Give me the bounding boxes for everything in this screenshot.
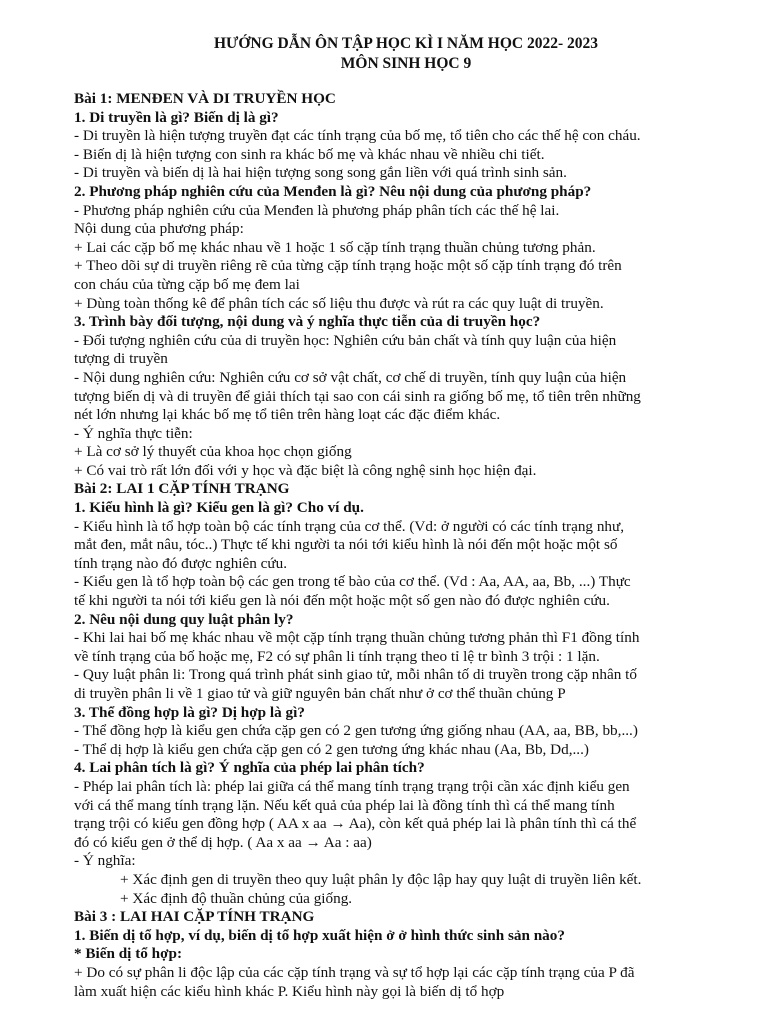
text-line: + Có vai trò rất lớn đối với y học và đặc biệt là công nghệ sinh học hiện đại. (74, 461, 537, 479)
text-line: + Xác định gen di truyền theo quy luật phân ly độc lập hay quy luật di truyền liên kết. (120, 870, 642, 888)
text-line: - Biến dị là hiện tượng con sinh ra khác bố mẹ và khác nhau về nhiều chi tiết. (74, 145, 545, 163)
text-line: tính trạng nào đó được nghiên cứu. (74, 554, 288, 572)
text-line: - Khi lai hai bố mẹ khác nhau về một cặp tính trạng thuần chủng tương phản thì F1 đồng tính (74, 629, 640, 647)
section-heading: 2. Nêu nội dung quy luật phân ly? (74, 610, 294, 628)
text-line: trạng trội có kiểu gen đồng hợp ( AA x aa → Aa), còn kết quả phép lai là phân tính thì cá thể (74, 815, 637, 833)
text-line: - Thể đồng hợp là kiểu gen chứa cặp gen có 2 gen tương ứng giống nhau (AA, aa, BB, bb,...) (74, 722, 638, 740)
text-line: - Phương pháp nghiên cứu của Menđen là phương pháp phân tích các thế hệ lai. (74, 201, 560, 219)
section-heading: 1. Di truyền là gì? Biến dị là gì? (74, 108, 279, 126)
section-heading: * Biến dị tổ hợp: (74, 945, 182, 963)
section-heading: 3. Thể đồng hợp là gì? Dị hợp là gì? (74, 703, 305, 721)
text-line: - Đối tượng nghiên cứu của di truyền học: Nghiên cứu bản chất và tính quy luận của hiện (74, 331, 617, 349)
text-line: di truyền phân li về 1 giao tử và giữ nguyên bản chất như ở cơ thể thuần chủng P (74, 685, 566, 702)
section-heading: 1. Biến dị tổ hợp, ví dụ, biến dị tổ hợp xuất hiện ở ở hình thức sinh sản nào? (74, 926, 565, 944)
text-line: + Dùng toàn thống kê để phân tích các số liệu thu được và rút ra các quy luật di truyền. (74, 294, 604, 312)
section-heading: 1. Kiểu hình là gì? Kiểu gen là gì? Cho ví dụ. (74, 499, 364, 517)
text-line: - Ý nghĩa thực tiễn: (74, 424, 193, 442)
text-line: nét lớn nhưng lại khác bố mẹ tổ tiên trên hàng loạt các đặc điểm khác. (74, 406, 501, 424)
text-line: - Thể dị hợp là kiểu gen chứa cặp gen có 2 gen tương ứng khác nhau (Aa, Bb, Dd,...) (74, 740, 589, 758)
text-line: tượng di truyền (74, 350, 168, 368)
document-title: HƯỚNG DẪN ÔN TẬP HỌC KÌ I NĂM HỌC 2022- 2023 (213, 35, 599, 52)
text-line: mắt đen, mắt nâu, tóc..) Thực tế khi người ta nói tới kiểu hình là nói đến một hoặc một số (74, 536, 618, 554)
section-heading: Bài 2: LAI 1 CẶP TÍNH TRẠNG (74, 480, 290, 498)
text-line: - Quy luật phân li: Trong quá trình phát sinh giao tử, mỗi nhân tố di truyền trong cặp nhân tố (74, 666, 637, 684)
text-line: đó có kiểu gen ở thể dị hợp. ( Aa x aa → Aa : aa) (74, 833, 372, 851)
section-heading: 3. Trình bày đối tượng, nội dung và ý nghĩa thực tiễn của di truyền học? (74, 313, 541, 331)
text-line: - Di truyền và biến dị là hai hiện tượng song song gắn liền với quá trình sinh sản. (74, 164, 567, 182)
text-line: với cá thể mang tính trạng lặn. Nếu kết quả của phép lai là đồng tính thì cá thể mang tính (74, 796, 615, 814)
text-line: + Do có sự phân li độc lập của các cặp tính trạng và sự tổ hợp lại các cặp tính trạng của P đã (74, 963, 635, 981)
text-line: + Theo dõi sự di truyền riêng rẽ của từng cặp tính trạng hoặc một số cặp tính trạng đó trên (74, 257, 622, 275)
text-line: làm xuất hiện các kiểu hình khác P. Kiểu hình này gọi là biến dị tổ hợp (74, 982, 505, 1000)
section-heading: 2. Phương pháp nghiên cứu của Menđen là gì? Nêu nội dung của phương pháp? (74, 182, 592, 200)
text-line: - Ý nghĩa: (74, 852, 136, 870)
text-line: con cháu của từng cặp bố mẹ đem lai (74, 275, 300, 293)
text-line: - Nội dung nghiên cứu: Nghiên cứu cơ sở vật chất, cơ chế di truyền, tính quy luận của hiện (74, 368, 627, 386)
text-line: Nội dung của phương pháp: (74, 220, 244, 238)
text-line: - Di truyền là hiện tượng truyền đạt các tính trạng của bố mẹ, tổ tiên cho các thế hệ con cháu. (74, 127, 641, 145)
text-line: + Lai các cặp bố mẹ khác nhau về 1 hoặc 1 số cặp tính trạng thuần chủng tương phản. (74, 238, 596, 256)
text-line: về tính trạng của bố hoặc mẹ, F2 có sự phân li tính trạng theo tỉ lệ tr bình 3 trội : 1 lặn. (74, 647, 600, 665)
text-line: - Kiểu hình là tổ hợp toàn bộ các tính trạng của cơ thể. (Vd: ở người có các tính trạng như, (74, 517, 625, 535)
document-body (74, 90, 728, 1001)
text-line: - Phép lai phân tích là: phép lai giữa cá thể mang tính trạng trạng trội cần xác định kiểu gen (74, 777, 630, 795)
text-line: tế khi người ta nói tới kiểu gen là nói đến một hoặc một số gen nào đó được nghiên cứu. (74, 592, 610, 610)
document-subtitle: MÔN SINH HỌC 9 (340, 55, 472, 72)
text-line: + Là cơ sở lý thuyết của khoa học chọn giống (74, 443, 352, 461)
text-line: - Kiểu gen là tổ hợp toàn bộ các gen trong tế bào của cơ thể. (Vd : Aa, AA, aa, Bb, ...) Thực (74, 573, 631, 591)
text-line: + Xác định độ thuần chủng của giống. (120, 889, 353, 907)
text-line: tượng biến dị và di truyền để giải thích tại sao con cái sinh ra giống bố mẹ, tổ tiên trên những (74, 387, 641, 405)
section-heading: Bài 3 : LAI HAI CẶP TÍNH TRẠNG (74, 908, 315, 926)
section-heading: 4. Lai phân tích là gì? Ý nghĩa của phép lai phân tích? (74, 759, 425, 777)
section-heading: Bài 1: MENĐEN VÀ DI TRUYỀN HỌC (74, 90, 336, 107)
